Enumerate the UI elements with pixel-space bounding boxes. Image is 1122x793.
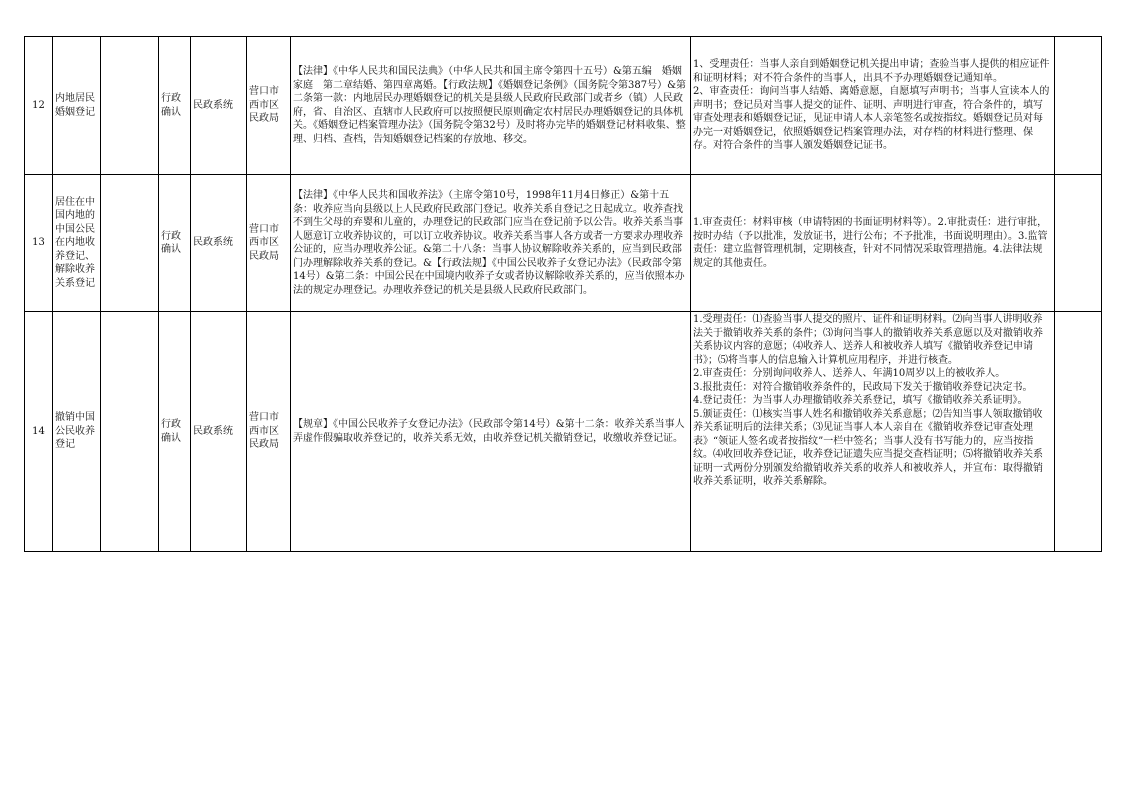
remarks-cell — [1055, 175, 1102, 312]
matter-system: 民政系统 — [191, 312, 247, 552]
matter-name: 撤销中国公民收养登记 — [53, 312, 101, 552]
legal-basis: 【规章】《中国公民收养子女登记办法》（民政部令第14号）&第十二条：收养关系当事人弄虚作假骗取收养登记的，收养关系无效，由收养登记机关撤销登记，收缴收养登记证。 — [291, 312, 691, 552]
responsibility-item: 1、受理责任：当事人亲自到婚姻登记机关提出申请；查验当事人提供的相应证件和证明材料；对不符合条件的当事人，出具不予办理婚姻登记通知单。 — [693, 59, 1050, 84]
empty-cell — [101, 312, 159, 552]
responsibility-item: 1.受理责任：⑴查验当事人提交的照片、证件和证明材料。⑵向当事人讲明收养法关于撤销收养关系的条件；⑶询问当事人的撤销收养关系意愿以及对撤销收养关系协议内容的意愿；⑷收养人、送养人和被收养人填写《撤销收养登记申请书》；⑸将当事人的信息输入计算机应用程序，并进行核查。 — [693, 314, 1043, 366]
responsibility-list — [691, 312, 1055, 552]
matter-name: 居住在中国内地的中国公民在内地收养登记、解除收养关系登记 — [53, 175, 101, 312]
legal-basis: 【法律】《中华人民共和国收养法》（主席令第10号，1998年11月4日修正）&第十五条：收养应当向县级以上人民政府民政部门登记。收养关系自登记之日起成立。收养查找不到生父母的弃婴和儿童的，办理登记的民政部门应当在登记前予以公告。收养关系当事人愿意订立收养协议的，可以订立收养协议。收养关系当事人各方或者一方要求办理收养公证的，应当办理收养公证。&第二十八条：当事人协议解除收养关系的，应当到民政部门办理解除收养关系的登记。&【行政法规】《中国公民收养子女登记办法》（民政部令第14号）&第二条：中国公民在中国境内收养子女或者协议解除收养关系的，应当依照本办法的规定办理登记。办理收养登记的机关是县级人民政府民政部门。 — [291, 175, 691, 312]
responsibility-item: 5.颁证责任：⑴核实当事人姓名和撤销收养关系意愿；⑵告知当事人领取撤销收养关系证明后的法律关系；⑶见证当事人本人亲自在《撤销收养登记审查处理表》“领证人签名或者按指纹”一栏中签名；当事人没有书写能力的，应当按指纹。⑷收回收养登记证，收养登记证遗失应当提交查档证明；⑸将撤销收养关系证明一式两份分别颁发给撤销收养关系的收养人和被收养人，并宣布：取得撤销收养关系证明，收养关系解除。 — [693, 408, 1043, 487]
matters-table — [24, 36, 1102, 552]
legal-basis: 【法律】《中华人民共和国民法典》（中华人民共和国主席令第四十五号）&第五编 婚姻家庭 第二章结婚、第四章离婚。【行政法规】《婚姻登记条例》（国务院令第387号）&第二条第一款：内地居民办理婚姻登记的机关是县级人民政府民政部门或者乡（镇）人民政府，省、自治区、直辖市人民政府可以按照便民原则确定农村居民办理婚姻登记的具体机关。《婚姻登记档案管理办法》（国务院令第32号）及时将办完毕的婚姻登记材料收集、整理、归档、查档，告知婚姻登记档案的存放地、移交。 — [291, 37, 691, 175]
table-row — [25, 312, 1102, 552]
responsibility-item: 1.审查责任：材料审核（申请特困的书面证明材料等）。2.审批责任：进行审批，按时办结（予以批准，发放证书，进行公布；不予批准，书面说明理由）。3.监管责任：建立监督管理机制，定期核查，针对不同情况采取管理措施。4.法律法规规定的其他责任。 — [693, 217, 1048, 269]
implementing-department: 营口市西市区民政局 — [247, 37, 291, 175]
row-number: 14 — [25, 312, 53, 552]
remarks-cell — [1055, 37, 1102, 175]
empty-cell — [101, 37, 159, 175]
responsibility-item: 3.报批责任：对符合撤销收养条件的，民政局下发关于撤销收养登记决定书。 — [693, 381, 1033, 393]
responsibility-item: 4.登记责任：为当事人办理撤销收养关系登记，填写《撤销收养关系证明》。 — [693, 395, 1028, 406]
table-row — [25, 175, 1102, 312]
matter-type: 行政确认 — [159, 312, 191, 552]
implementing-department: 营口市西市区民政局 — [247, 175, 291, 312]
implementing-department: 营口市西市区民政局 — [247, 312, 291, 552]
remarks-cell — [1055, 312, 1102, 552]
matter-system: 民政系统 — [191, 175, 247, 312]
matter-type: 行政确认 — [159, 175, 191, 312]
table-row — [25, 37, 1102, 175]
matter-system: 民政系统 — [191, 37, 247, 175]
matter-name: 内地居民婚姻登记 — [53, 37, 101, 175]
row-number: 13 — [25, 175, 53, 312]
responsibility-list — [691, 37, 1055, 175]
responsibility-item: 2.审查责任：分别询问收养人、送养人、年满10周岁以上的被收养人。 — [693, 368, 1006, 379]
responsibility-item: 2、审查责任：询问当事人结婚、离婚意愿，自愿填写声明书；当事人宣读本人的声明书；登记员对当事人提交的证件、证明、声明进行审查，符合条件的，填写审查处理表和婚姻登记证，见证申请人本人亲笔签名或按指纹。婚姻登记员对每办完一对婚姻登记，依照婚姻登记档案管理办法，对存档的材料进行整理、保存。对符合条件的当事人颁发婚姻登记证书。 — [693, 86, 1050, 152]
row-number: 12 — [25, 37, 53, 175]
responsibility-list — [691, 175, 1055, 312]
empty-cell — [101, 175, 159, 312]
matter-type: 行政确认 — [159, 37, 191, 175]
